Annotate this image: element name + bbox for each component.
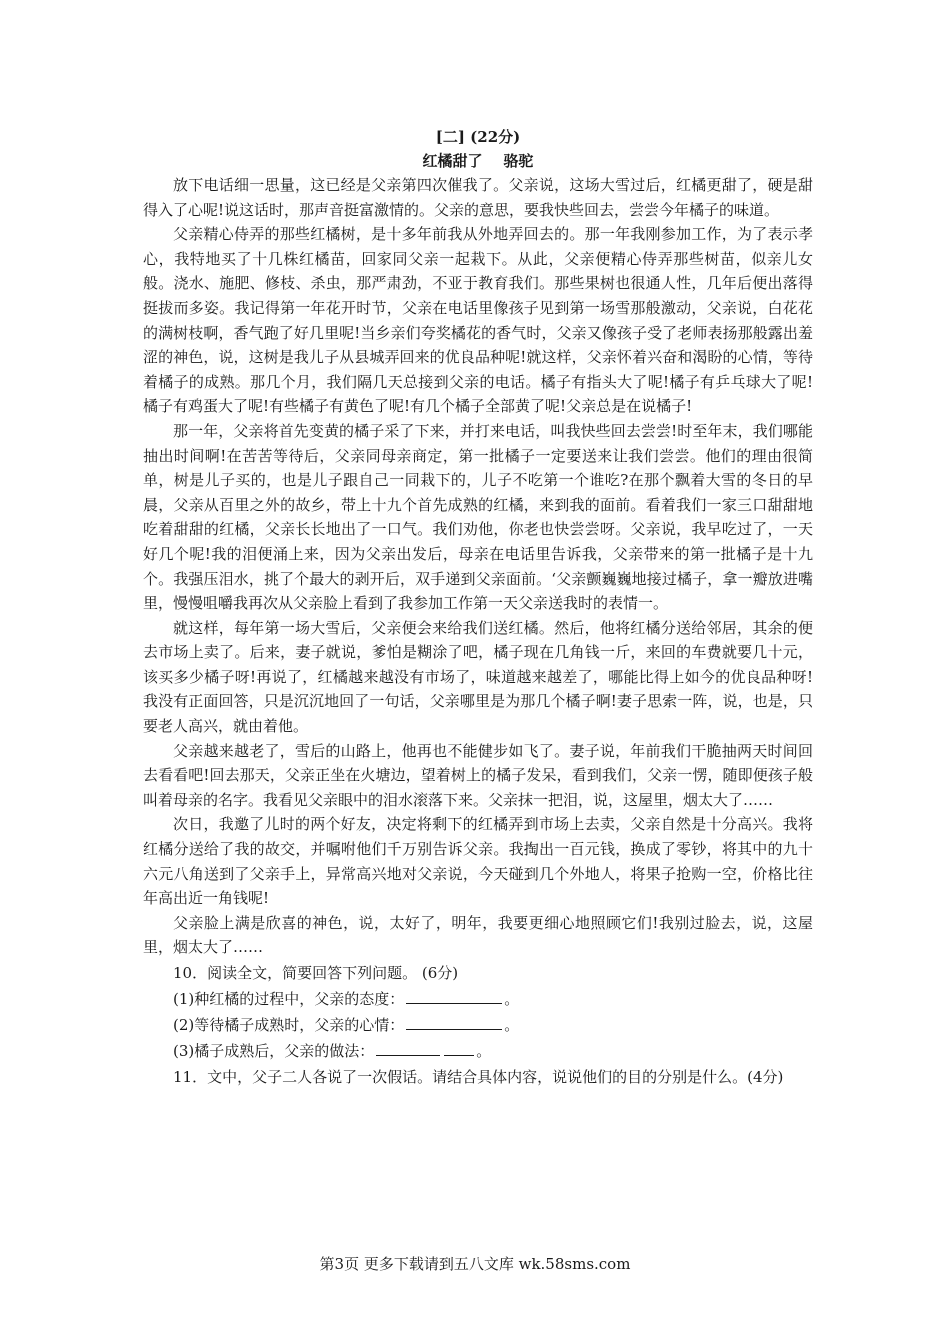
- question-10-stem: 10．阅读全文，简要回答下列问题。 (6分): [173, 964, 459, 982]
- question-10-sub-3: [143, 1038, 813, 1064]
- answer-blank-3[interactable]: [376, 1041, 440, 1056]
- question-10-sub-1: [143, 986, 813, 1012]
- page-footer: 第3页 更多下载请到五八文库 wk.58sms.com: [319, 1255, 631, 1273]
- answer-blank-1[interactable]: [406, 989, 502, 1004]
- paragraph-6: 次日，我邀了儿时的两个好友，决定将剩下的红橘弄到市场上去卖，父亲自然是十分高兴。我将红橘分送给了我的故交，并嘱咐他们千万别告诉父亲。我掏出一百元钱，换成了零钞，将其中的九十六元八角送到了父亲手上，异常高兴地对父亲说，今天碰到几个外地人，将果子抢购一空，价格比往年高出近一角钱呢!: [143, 815, 813, 908]
- question-10-sub-1-label: (1)种红橘的过程中，父亲的态度：: [173, 990, 405, 1008]
- paragraph-4: 就这样，每年第一场大雪后，父亲便会来给我们送红橘。然后，他将红橘分送给邻居，其余的便去市场上卖了。后来，妻子就说，爹怕是糊涂了吧，橘子现在几角钱一斤，来回的车费就要几十元，该买多少橘子呀!再说了，红橘越来越没有市场了，味道越来越差了，哪能比得上如今的优良品种呀!我没有正面回答，只是沉沉地回了一句话，父亲哪里是为那几个橘子啊!妻子思索一阵，说，也是，只要老人高兴，就由着他。: [143, 618, 813, 736]
- question-10-sub-2: [143, 1012, 813, 1038]
- paragraph-7: 父亲脸上满是欣喜的神色，说，太好了，明年，我要更细心地照顾它们!我别过脸去，说，这屋里，烟太大了……: [143, 913, 813, 957]
- answer-blank-3b[interactable]: [444, 1041, 474, 1056]
- question-11-stem: 11．文中，父子二人各说了一次假话。请结合具体内容，说说他们的目的分别是什么。(4分): [173, 1068, 784, 1086]
- question-10-sub-1-end: 。: [504, 990, 520, 1008]
- answer-blank-2[interactable]: [406, 1015, 502, 1030]
- section-heading: [二] (22分): [435, 128, 521, 146]
- paragraph-3: 那一年，父亲将首先变黄的橘子采了下来，并打来电话，叫我快些回去尝尝!时至年末，我们哪能抽出时间啊!在苦苦等待后，父亲同母亲商定，第一批橘子一定要送来让我们尝尝。他们的理由很简单，树是儿子买的，也是儿子跟自己一同栽下的，儿子不吃第一个谁吃?在那个飘着大雪的冬日的早晨，父亲从百里之外的故乡，带上十九个首先成熟的红橘，来到我的面前。看着我们一家三口甜甜地吃着甜甜的红橘，父亲长长地出了一口气。我们劝他，你老也快尝尝呀。父亲说，我早吃过了，一天好几个呢!我的泪便涌上来，因为父亲出发后，母亲在电话里告诉我，父亲带来的第一批橘子是十九个。我强压泪水，挑了个最大的剥开后，双手递到父亲面前。‘父亲颤巍巍地接过橘子，拿一瓣放进嘴里，慢慢咀嚼我再次从父亲脸上看到了我参加工作第一天父亲送我时的表情一。: [143, 421, 813, 613]
- document-content: [143, 125, 813, 1090]
- question-10-sub-2-label: (2)等待橘子成熟时，父亲的心情：: [173, 1016, 405, 1034]
- paragraph-2: 父亲精心侍弄的那些红橘树，是十多年前我从外地弄回去的。那一年我刚参加工作，为了表示孝心，我特地买了十几株红橘苗，回家同父亲一起栽下。从此，父亲便精心侍弄那些树苗，似亲儿女般。浇水、施肥、修枝、杀虫，那严肃劲，不亚于教育我们。那些果树也很通人性，几年后便出落得挺拔而多姿。我记得第一年花开时节，父亲在电话里像孩子见到第一场雪那般激动，父亲说，白花花的满树枝啊，香气跑了好几里呢!当乡亲们夸奖橘花的香气时，父亲又像孩子受了老师表扬那般露出羞涩的神色，说，这树是我儿子从县城弄回来的优良品种呢!就这样，父亲怀着兴奋和渴盼的心情，等待着橘子的成熟。那几个月，我们隔几天总接到父亲的电话。橘子有指头大了呢!橘子有乒乓球大了呢!橘子有鸡蛋大了呢!有些橘子有黄色了呢!有几个橘子全部黄了呢!父亲总是在说橘子!: [143, 225, 813, 416]
- question-10-sub-3-end: 。: [476, 1042, 492, 1060]
- question-10-sub-2-end: 。: [504, 1016, 520, 1034]
- paragraph-1: 放下电话细一思量，这已经是父亲第四次催我了。父亲说，这场大雪过后，红橘更甜了，硬是甜得入了心呢!说这话时，那声音挺富激情的。父亲的意思，要我快些回去，尝尝今年橘子的味道。: [143, 176, 813, 219]
- paragraph-5: 父亲越来越老了，雪后的山路上，他再也不能健步如飞了。妻子说，年前我们干脆抽两天时间回去看看吧!回去那天，父亲正坐在火塘边，望着树上的橘子发呆，看到我们，父亲一愣，随即便孩子般叫着母亲的名字。我看见父亲眼中的泪水滚落下来。父亲抹一把泪，说，这屋里，烟太大了……: [143, 741, 813, 809]
- question-10-sub-3-label: (3)橘子成熟后，父亲的做法：: [173, 1042, 375, 1060]
- article-title: 红橘甜了 骆驼: [422, 152, 534, 170]
